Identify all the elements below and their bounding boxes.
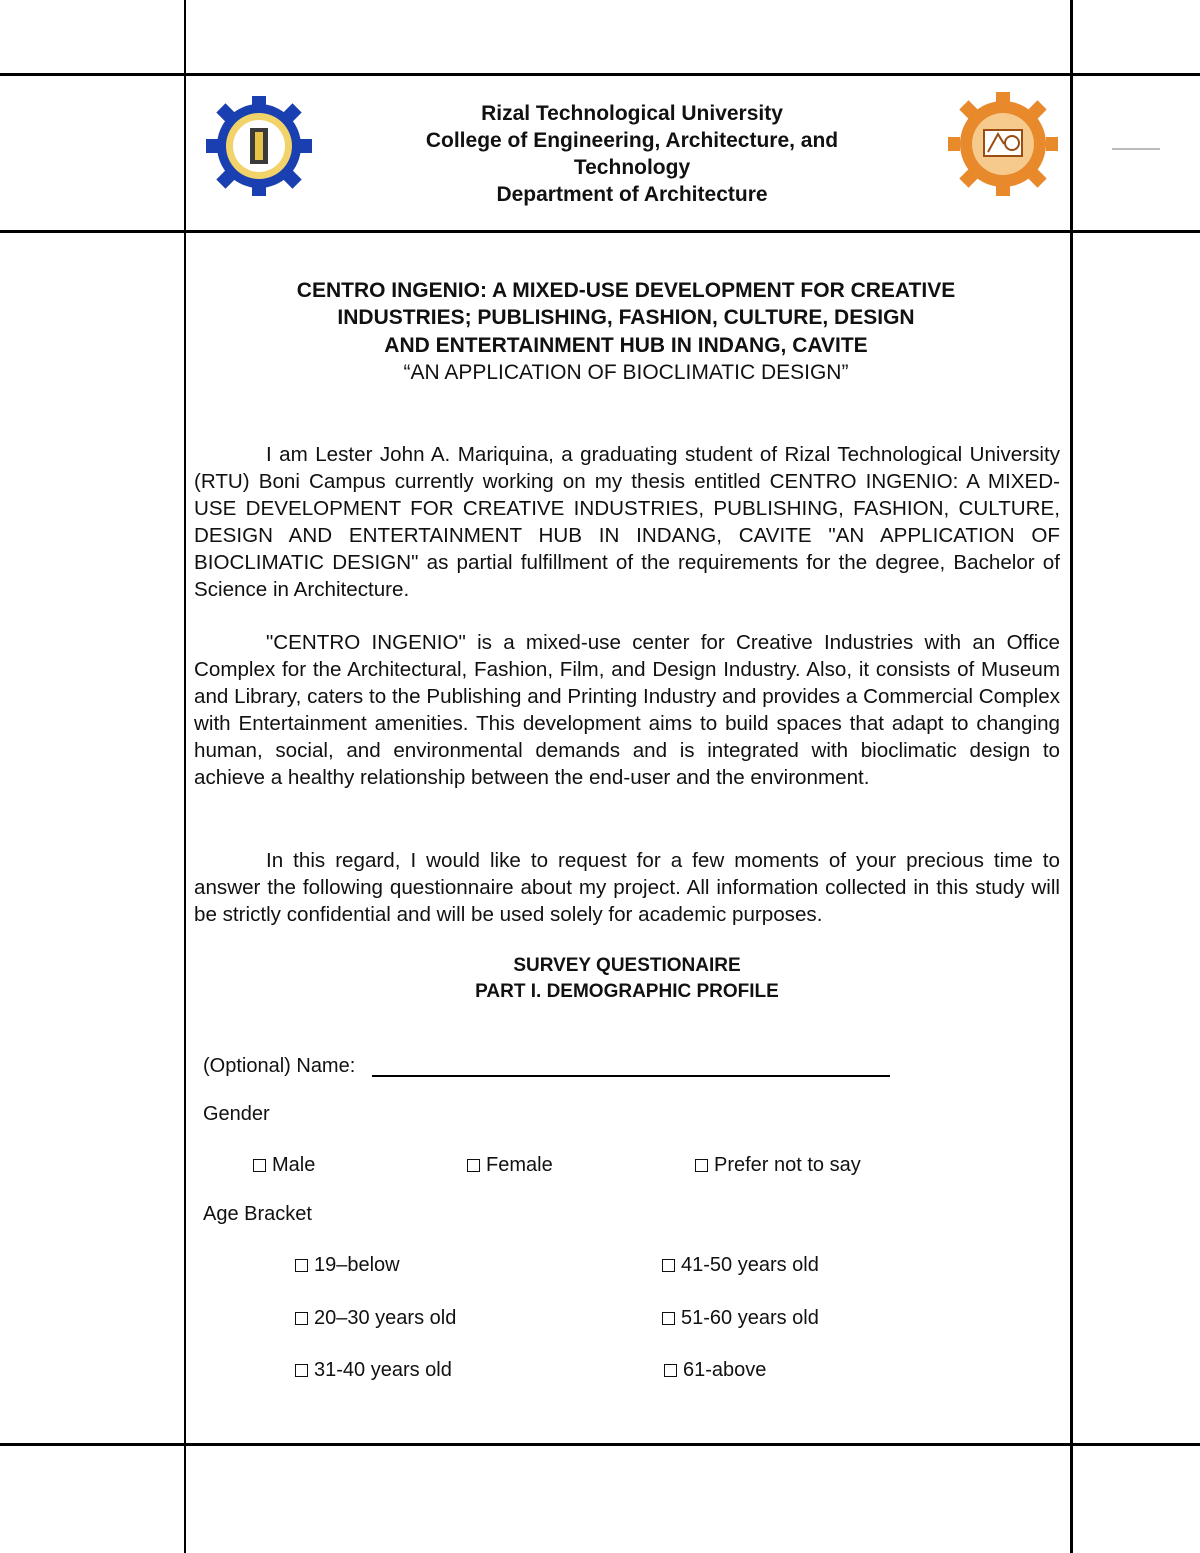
age-option-label: 41-50 years old (681, 1254, 819, 1276)
request-paragraph (194, 847, 1060, 928)
age-option-label: 20–30 years old (314, 1307, 457, 1329)
project-description-text: "CENTRO INGENIO" is a mixed-use center for Creative Industries with an Office Complex for the Architectural, Fashion, Film, and Design Industry. Also, it consists of Museum and Library, caters to the Publishing and Printing Industry and provides a Commercial Complex with Entertainment amenities. This development aims to build spaces that adapt to changing human, social, and environmental demands and is integrated with bioclimatic design to achieve a healthy relationship between the end-user and the environment. (194, 631, 1060, 789)
ceat-gear-logo (948, 92, 1058, 196)
intro-paragraph (194, 441, 1060, 603)
gender-option-female[interactable] (467, 1152, 553, 1178)
name-field-label: (Optional) Name: (203, 1055, 356, 1077)
age-option-31-40[interactable] (295, 1357, 452, 1383)
age-option-20-30[interactable] (295, 1305, 456, 1331)
age-option-label: 31-40 years old (314, 1359, 452, 1381)
college-name-line2: Technology (573, 156, 691, 179)
gender-option-male[interactable] (253, 1152, 315, 1178)
request-paragraph-text: In this regard, I would like to request for a few moments of your precious time to answer the following questionnaire about my project. All information collected in this study will be strictly confidential and will be used solely for academic purposes. (194, 849, 1060, 926)
gender-option-label: Female (486, 1154, 553, 1176)
checkbox-icon[interactable] (295, 1364, 308, 1377)
survey-title: SURVEY QUESTIONAIRE (513, 955, 741, 976)
checkbox-icon[interactable] (253, 1159, 266, 1172)
title-line3: AND ENTERTAINMENT HUB IN INDANG, CAVITE (384, 333, 868, 357)
gender-label: Gender (203, 1103, 270, 1125)
gender-option-label: Male (272, 1154, 316, 1176)
age-option-label: 51-60 years old (681, 1307, 819, 1329)
institution-header (380, 100, 884, 208)
header-top-rule (0, 73, 1200, 76)
age-option-51-60[interactable] (662, 1305, 819, 1331)
survey-heading (194, 953, 1060, 1005)
title-line2: INDUSTRIES; PUBLISHING, FASHION, CULTURE, DESIGN (337, 306, 915, 330)
intro-paragraph-text: I am Lester John A. Mariquina, a graduating student of Rizal Technological University (RTU) Boni Campus currently working on my thesis entitled CENTRO INGENIO: A MIXED-USE DEVELOPMENT FOR CREATIVE INDUSTRIES, PUBLISHING, FASHION, CULTURE, DESIGN AND ENTERTAINMENT HUB IN INDANG, CAVITE "AN APPLICATION OF BIOCLIMATIC DESIGN" as partial fulfillment of the requirements for the degree, Bachelor of Science in Architecture. (194, 443, 1060, 601)
checkbox-icon[interactable] (662, 1259, 675, 1272)
footer-rule (0, 1443, 1200, 1446)
header-bottom-rule (0, 230, 1200, 233)
age-option-61-above[interactable] (664, 1357, 766, 1383)
college-name-line1: College of Engineering, Architecture, and (425, 129, 839, 152)
survey-part-title: PART I. DEMOGRAPHIC PROFILE (475, 981, 779, 1002)
title-subtitle: “AN APPLICATION OF BIOCLIMATIC DESIGN” (403, 360, 849, 384)
checkbox-icon[interactable] (295, 1259, 308, 1272)
age-option-19-below[interactable] (295, 1252, 400, 1278)
margin-dash (1112, 148, 1160, 150)
age-bracket-label: Age Bracket (203, 1203, 312, 1225)
checkbox-icon[interactable] (467, 1159, 480, 1172)
department-name: Department of Architecture (496, 183, 768, 206)
checkbox-icon[interactable] (295, 1312, 308, 1325)
name-field[interactable] (372, 1075, 890, 1077)
thesis-title (194, 277, 1058, 386)
university-name: Rizal Technological University (481, 102, 783, 125)
title-line1: CENTRO INGENIO: A MIXED-USE DEVELOPMENT FOR CREATIVE (296, 279, 956, 302)
gender-option-prefer-not-to-say[interactable] (695, 1152, 861, 1178)
age-option-41-50[interactable] (662, 1252, 819, 1278)
project-description-paragraph (194, 629, 1060, 791)
checkbox-icon[interactable] (664, 1364, 677, 1377)
checkbox-icon[interactable] (695, 1159, 708, 1172)
gender-option-label: Prefer not to say (714, 1154, 861, 1176)
age-option-label: 61-above (683, 1359, 767, 1381)
checkbox-icon[interactable] (662, 1312, 675, 1325)
rtu-seal-logo (206, 96, 312, 196)
age-option-label: 19–below (314, 1254, 400, 1276)
